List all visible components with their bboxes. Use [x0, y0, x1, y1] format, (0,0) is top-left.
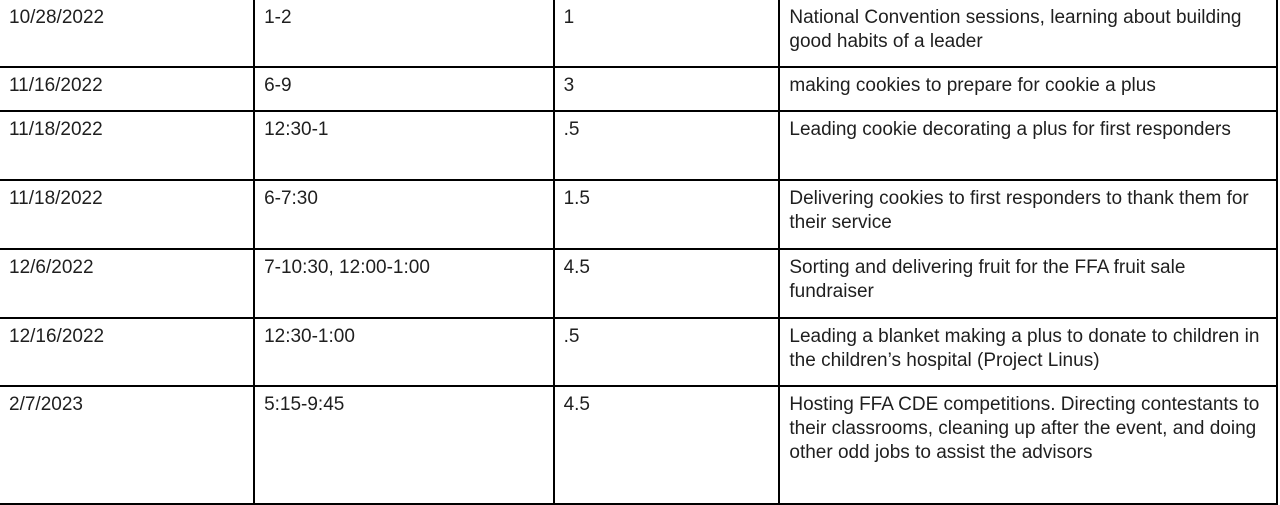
description-cell: Sorting and delivering fruit for the FFA fruit sale fundraiser — [779, 249, 1277, 318]
time-cell: 12:30-1:00 — [254, 318, 554, 386]
hours-cell: 4.5 — [554, 386, 780, 504]
description-cell: National Convention sessions, learning about building good habits of a leader — [779, 0, 1277, 67]
table-row — [0, 318, 1277, 386]
table-row — [0, 249, 1277, 318]
description-cell: Hosting FFA CDE competitions. Directing contestants to their classrooms, cleaning up after the event, and doing other odd jobs to assist the advisors — [779, 386, 1277, 504]
description-cell: making cookies to prepare for cookie a plus — [779, 67, 1277, 111]
time-cell: 6-7:30 — [254, 180, 554, 249]
table-row — [0, 386, 1277, 504]
time-cell: 7-10:30, 12:00-1:00 — [254, 249, 554, 318]
description-cell: Leading a blanket making a plus to donate to children in the children’s hospital (Project Linus) — [779, 318, 1277, 386]
date-cell: 11/18/2022 — [0, 111, 254, 180]
description-cell: Delivering cookies to first responders to thank them for their service — [779, 180, 1277, 249]
time-cell: 5:15-9:45 — [254, 386, 554, 504]
hours-cell: .5 — [554, 111, 780, 180]
table-row — [0, 180, 1277, 249]
date-cell: 10/28/2022 — [0, 0, 254, 67]
time-cell: 6-9 — [254, 67, 554, 111]
hours-cell: 1 — [554, 0, 780, 67]
table-row — [0, 0, 1277, 67]
date-cell: 12/16/2022 — [0, 318, 254, 386]
hours-cell: .5 — [554, 318, 780, 386]
date-cell: 11/16/2022 — [0, 67, 254, 111]
table-row — [0, 111, 1277, 180]
hours-cell: 3 — [554, 67, 780, 111]
date-cell: 12/6/2022 — [0, 249, 254, 318]
table-row — [0, 67, 1277, 111]
hours-cell: 4.5 — [554, 249, 780, 318]
date-cell: 11/18/2022 — [0, 180, 254, 249]
time-cell: 12:30-1 — [254, 111, 554, 180]
hours-cell: 1.5 — [554, 180, 780, 249]
description-cell: Leading cookie decorating a plus for first responders — [779, 111, 1277, 180]
time-cell: 1-2 — [254, 0, 554, 67]
date-cell: 2/7/2023 — [0, 386, 254, 504]
